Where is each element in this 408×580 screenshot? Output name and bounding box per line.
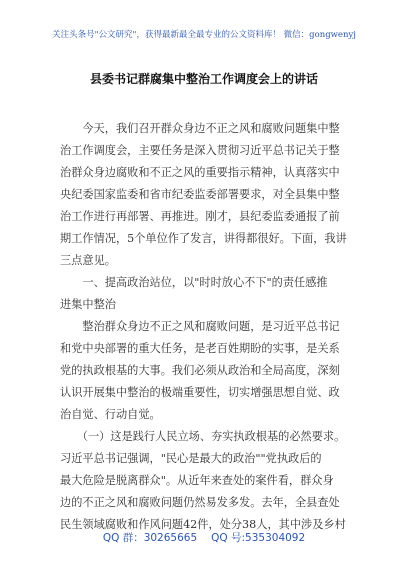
body-line: 和党中央部署的重大任务，是老百姓期盼的实事，是关系 [60,342,340,355]
body-line: 三点意见。 [60,254,116,267]
body-line: 治工作进行再部署、再推进。刚才，县纪委监委通报了前 [60,210,340,223]
body-line: 今天，我们召开群众身边不正之风和腐败问题集中整 [60,122,340,135]
body-line: 党的执政根基的大事。我们必须从政治和全局高度，深刻 [60,364,340,377]
body-line: 央纪委国家监委和省市纪委监委部署要求，对全县集中整 [60,188,340,201]
body-line: 治自觉、行动自觉。 [60,408,161,421]
header-promo-note: 关注头条号"公文研究"，获得最新最全最专业的公文资料库！ 微信：gongwenyj [52,30,356,40]
footer-qq-group: QQ 群：30265665 [102,532,198,544]
body-line: 边的不正之风和腐败问题仍然易发多发。去年，全县查处 [60,496,340,509]
body-line: 习近平总书记强调，"民心是最大的政治""党执政后的 [60,452,322,465]
body-line: 民生领域腐败和作风问题42件，处分38人，其中涉及乡村 [60,518,346,531]
footer-contact [0,530,408,545]
body-line: 整治群众身边不正之风和腐败问题，是习近平总书记 [60,320,340,333]
document-body [60,118,360,536]
body-line: 治工作调度会，主要任务是深入贯彻习近平总书记关于整 [60,144,340,157]
body-line: 期工作情况，5个单位作了发言，讲得都很好。下面，我讲 [60,232,347,245]
section-heading-line: 一、提高政治站位，以"时时放心不下"的责任感推 [60,276,328,289]
body-line: 最大危险是脱离群众"。从近年来查处的案件看，群众身 [60,474,334,487]
body-line: （一）这是践行人民立场、夯实执政根基的必然要求。 [60,430,346,443]
body-line: 认识开展集中整治的极端重要性，切实增强思想自觉、政 [60,386,340,399]
section-heading-line: 进集中整治 [60,298,116,311]
body-line: 治群众身边腐败和不正之风的重要指示精神，认真落实中 [60,166,340,179]
footer-qq-number: QQ 号:535304092 [211,532,306,544]
document-title: 县委书记群腐集中整治工作调度会上的讲话 [89,72,318,86]
